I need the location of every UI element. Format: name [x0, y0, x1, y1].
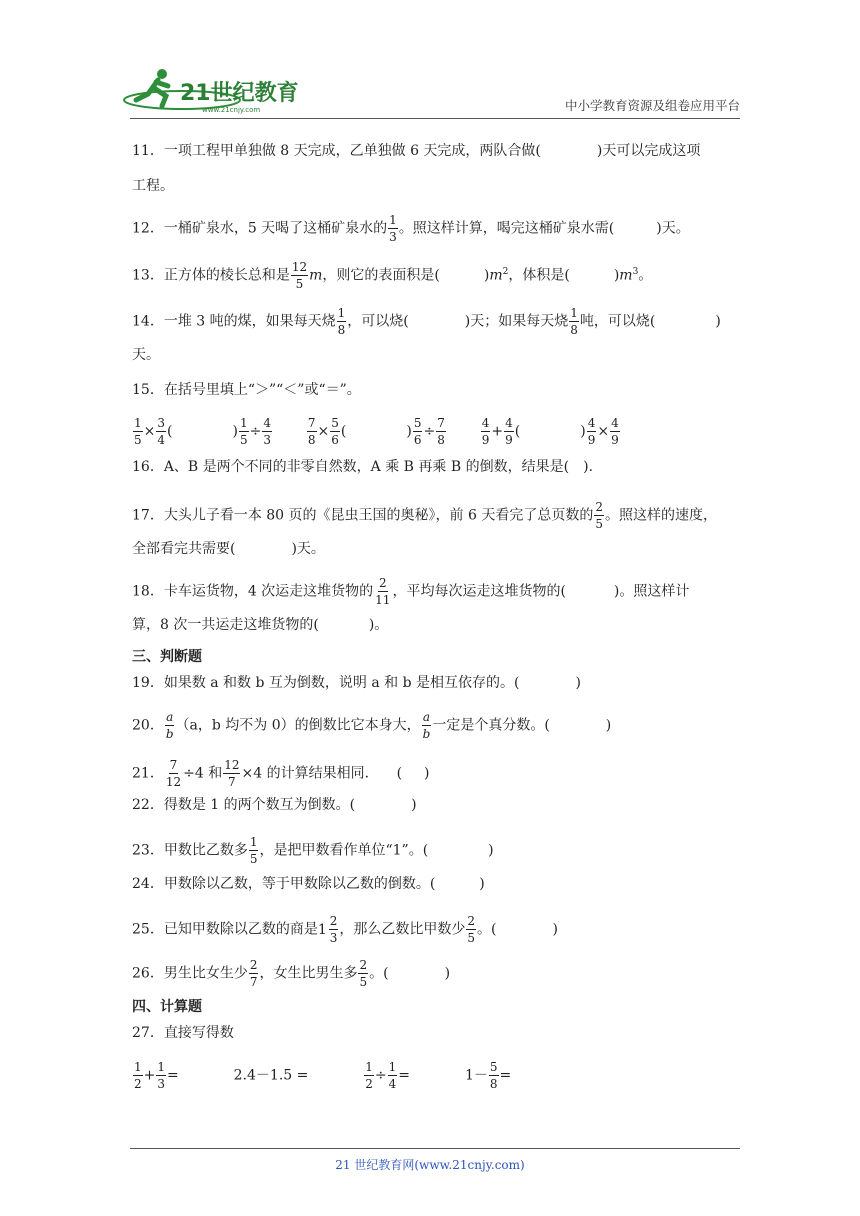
- question-24: 24．甲数除以乙数，等于甲数除以乙数的倒数。( ): [132, 876, 485, 892]
- question-15-expressions: $\frac{1}{5}$ × $\frac{3}{4}$ ( ) $\frac{1}{5}$ ÷ $\frac{4}{3}$ $\frac{7}{8}$ × $\frac{5}{6}$ ( ) $\frac{5}{6}$ ÷ $\frac{7}{8}$ $\frac{4}{9}$ + $\frac{4}{9}$ ( ) $\frac{4}{9}$ × $\frac{4}{9}$: [134, 416, 619, 447]
- header-divider: [130, 118, 740, 119]
- question-27-expressions: $\frac{1}{2}$ + $\frac{1}{3}$ = 2.4－1.5 = $\frac{1}{2}$ ÷ $\frac{1}{4}$ = 1－ $\frac{5}{8}$ =: [134, 1060, 512, 1091]
- question-12: 12．一桶矿泉水，5 天喝了这桶矿泉水的 $\frac{1}{3}$ 。照这样计算，喝完这桶矿泉水需( )天。: [132, 213, 690, 244]
- page-footer: 21 世纪教育网(www.21cnjy.com): [335, 1158, 525, 1172]
- question-14-cont: 天。: [132, 347, 160, 363]
- section-title: 四、计算题: [132, 999, 202, 1015]
- question-19: 19．如果数 a 和数 b 互为倒数，说明 a 和 b 是相互依存的。( ): [132, 675, 581, 691]
- fraction: $\frac{12}{5}$: [291, 260, 308, 291]
- question-11: 11．一项工程甲单独做 8 天完成，乙单独做 6 天完成，两队合做( )天可以完成这项: [132, 143, 701, 159]
- fraction: $\frac{1}{8}$: [570, 306, 578, 337]
- fraction: $\frac{1}{3}$: [389, 213, 397, 244]
- question-17-cont: 全部看完共需要( )天。: [132, 541, 325, 557]
- question-18-cont: 算，8 次一共运走这堆货物的( )。: [132, 617, 389, 633]
- logo-icon: [122, 66, 312, 114]
- question-11-cont: 工程。: [132, 178, 174, 194]
- footer-divider: [130, 1148, 740, 1149]
- question-14: 14．一堆 3 吨的煤，如果每天烧 $\frac{1}{8}$ ，可以烧( )天；如果每天烧 $\frac{1}{8}$ 吨，可以烧( ): [132, 306, 721, 337]
- platform-name: 中小学教育资源及组卷应用平台: [564, 98, 740, 113]
- question-22: 22．得数是 1 的两个数互为倒数。( ): [132, 797, 417, 813]
- question-20: 20． $\frac{a}{b}$ （a，b 均不为 0）的倒数比它本身大， $\frac{a}{b}$ 一定是个真分数。( ): [132, 710, 612, 741]
- svg-text:21世纪教育: 21世纪教育: [180, 81, 299, 106]
- fraction: $\frac{1}{8}$: [337, 306, 346, 337]
- question-13: 13．正方体的棱长总和是 $\frac{12}{5}$ m，则它的表面积是( )$m^2$，体积是( )$m^3$。: [132, 260, 653, 291]
- question-25: 25．已知甲数除以乙数的商是 1 2 3 ，那么乙数比甲数少 $\frac{2}{5}$ 。( ): [132, 914, 558, 945]
- question-18: 18．卡车运货物，4 次运走这堆货物的 $\frac{2}{11}$ ，平均每次运走这堆货物的( )。照这样计: [132, 576, 690, 607]
- question-15: 15．在括号里填上“＞”“＜”或“＝”。: [132, 382, 361, 398]
- question-27: 27．直接写得数: [132, 1025, 234, 1041]
- question-16: 16．A、B 是两个不同的非零自然数，A 乘 B 再乘 B 的倒数，结果是( ).: [132, 459, 593, 475]
- question-23: 23．甲数比乙数多 $\frac{1}{5}$ ，是把甲数看作单位“1”。( ): [132, 835, 494, 866]
- section-title: 三、判断题: [132, 649, 202, 665]
- question-17: 17．大头儿子看一本 80 页的《昆虫王国的奥秘》，前 6 天看完了总页数的 $\frac{2}{5}$ 。照这样的速度，: [132, 500, 717, 531]
- question-26: 26．男生比女生少 $\frac{2}{7}$ ，女生比男生多 $\frac{2}{5}$ 。( ): [132, 958, 451, 989]
- question-21: 21． $\frac{7}{12}$ ÷4 和 $\frac{12}{7}$ ×4 的计算结果相同． ( ): [132, 758, 430, 789]
- page-header: [120, 66, 740, 118]
- svg-text:www.21cnjy.com: www.21cnjy.com: [202, 106, 261, 114]
